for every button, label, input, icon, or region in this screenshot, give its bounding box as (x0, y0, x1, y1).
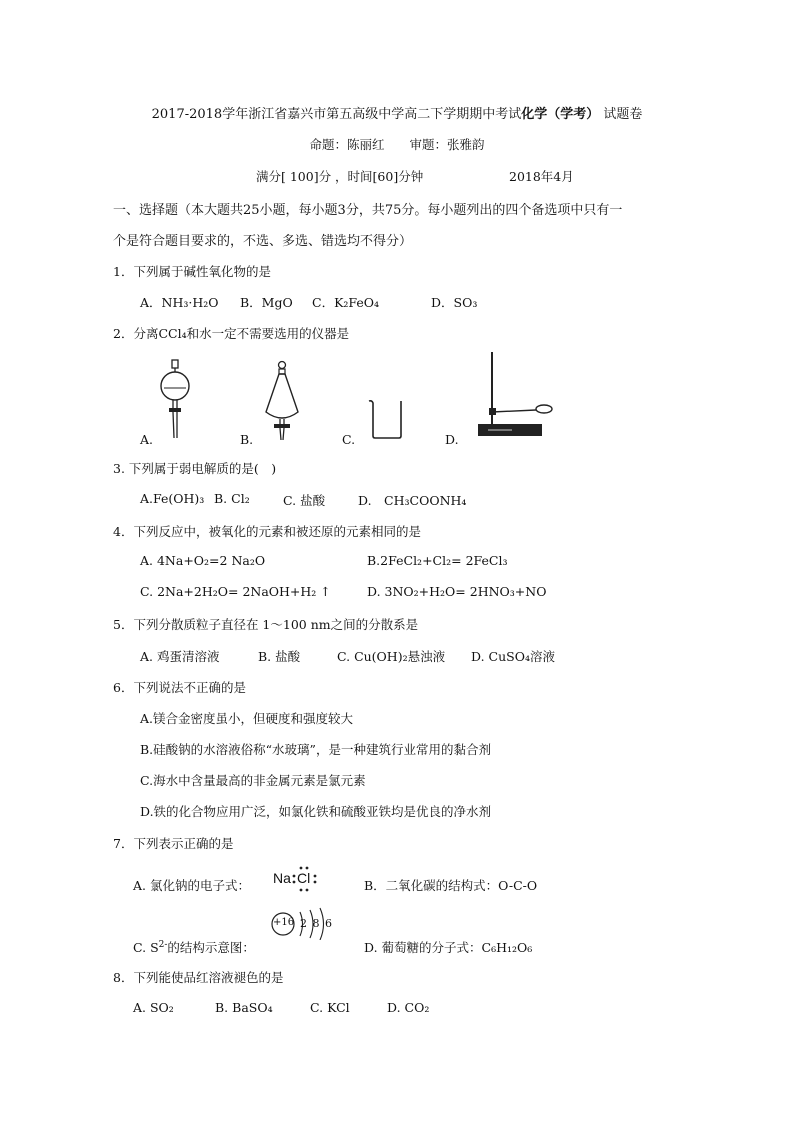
q6-stem: 6．下列说法不正确的是 (113, 680, 246, 695)
q5-stem: 5．下列分散质粒子直径在 1～100 nm之间的分散系是 (113, 617, 419, 632)
q8-option-c: C. KCl (310, 1000, 350, 1015)
q7-option-b: B．二氧化碳的结构式：O-C-O (364, 878, 538, 893)
q1-option-a: A．NH₃·H₂O (140, 295, 219, 310)
q6-option-d: D.铁的化合物应用广泛，如氯化铁和硫酸亚铁均是优良的净水剂 (140, 804, 492, 819)
nucleus-charge: +16 (273, 917, 295, 928)
q7-stem: 7．下列表示正确的是 (113, 836, 234, 851)
exam-authors: 命题：陈丽红 审题：张雅韵 (309, 137, 485, 152)
nacl-na-symbol: Na (273, 870, 291, 886)
q8-option-b: B. BaSO₄ (215, 1000, 273, 1015)
q8-stem: 8．下列能使品红溶液褪色的是 (113, 970, 284, 985)
q4-option-b: B.2FeCl₂+Cl₂= 2FeCl₃ (367, 553, 508, 568)
exam-title (0, 103, 794, 122)
q4-option-c: C. 2Na+2H₂O= 2NaOH+H₂ ↑ (140, 584, 331, 599)
q3-option-b: B. Cl₂ (214, 491, 250, 506)
q7-option-c (133, 938, 255, 956)
q7-option-d: D. 葡萄糖的分子式：C₆H₁₂O₆ (364, 940, 533, 955)
q5-option-d: D. CuSO₄溶液 (471, 649, 555, 664)
electron-shell-counts: 2 8 6 (300, 917, 333, 930)
q8-option-a: A. SO₂ (133, 1000, 174, 1015)
q3-option-c: C. 盐酸 (283, 493, 326, 508)
nacl-cl-symbol: Cl (297, 870, 311, 886)
q2-option-c: C. (342, 432, 356, 447)
sulfide-ion-structure (270, 904, 334, 940)
apparatus-b-icon (260, 360, 304, 442)
nacl-electron-formula (273, 866, 323, 892)
q3-stem: 3. 下列属于弱电解质的是( ) (113, 461, 277, 476)
q5-option-b: B. 盐酸 (258, 649, 301, 664)
section1-line2: 个是符合题目要求的，不选、多选、错选均不得分） (113, 234, 413, 249)
q8-option-d: D. CO₂ (387, 1000, 430, 1015)
q2-option-d: D. (445, 432, 459, 447)
q5-option-c: C. Cu(OH)₂悬浊液 (337, 649, 446, 664)
q5-option-a: A. 鸡蛋清溶液 (140, 649, 220, 664)
title-subject: 化学（学考） (521, 107, 600, 122)
q6-option-b: B.硅酸钠的水溶液俗称“水玻璃”，是一种建筑行业常用的黏合剂 (140, 742, 491, 757)
q4-stem: 4．下列反应中，被氧化的元素和被还原的元素相同的是 (113, 524, 421, 539)
q7-option-a: A. 氯化钠的电子式： (133, 878, 250, 893)
exam-date: 2018年4月 (509, 169, 574, 184)
q7-option-c-charge: 2- (158, 940, 168, 950)
section1-line1: 一、选择题（本大题共25小题，每小题3分，共75分。每小题列出的四个备选项中只有一 (113, 203, 623, 218)
q6-option-a: A.镁合金密度虽小，但硬度和强度较大 (140, 711, 354, 726)
q1-option-c: C．K₂FeO₄ (312, 295, 380, 310)
apparatus-d-icon (474, 350, 558, 442)
q2-option-b: B. (240, 432, 254, 447)
title-main: 2017-2018学年浙江省嘉兴市第五高级中学高二下学期期中考试 (151, 107, 522, 122)
q1-option-d: D．SO₃ (431, 295, 478, 310)
q4-option-a: A. 4Na+O₂=2 Na₂O (140, 553, 266, 568)
apparatus-a-icon (152, 358, 198, 444)
q7-option-c-suffix: 的结构示意图： (167, 940, 255, 955)
q4-option-d: D. 3NO₂+H₂O= 2HNO₃+NO (367, 584, 547, 599)
q2-stem: 2．分离CCl₄和水一定不需要选用的仪器是 (113, 326, 350, 341)
title-tail: 试题卷 (599, 107, 643, 122)
q1-option-b: B．MgO (240, 295, 293, 310)
q1-stem: 1．下列属于碱性氧化物的是 (113, 264, 271, 279)
q3-option-a: A.Fe(OH)₃ (140, 491, 205, 506)
q6-option-c: C.海水中含量最高的非金属元素是氯元素 (140, 773, 366, 788)
q3-option-d: D. CH₃COONH₄ (358, 493, 467, 508)
electron-dots-icon (291, 866, 319, 892)
q2-option-a: A. (140, 432, 154, 447)
q7-option-c-prefix: C. S (133, 940, 159, 955)
score-time: 满分[ 100]分 ，时间[60]分钟 (256, 169, 424, 184)
apparatus-c-icon (366, 398, 406, 440)
